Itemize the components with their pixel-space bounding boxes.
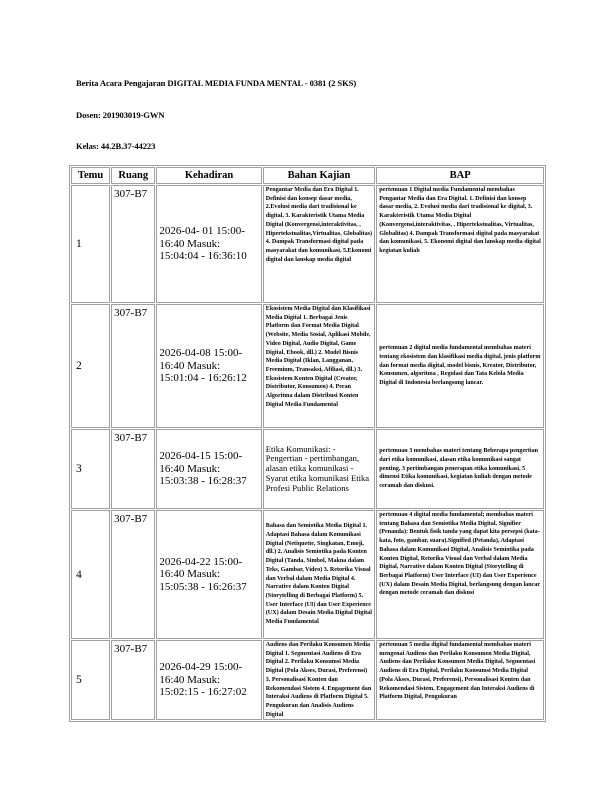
table-row xyxy=(71,304,544,428)
col-header-ruang: Ruang xyxy=(111,167,155,184)
table-row xyxy=(71,640,544,720)
cell-temu: 5 xyxy=(71,640,110,720)
cell-ruang: 307-B7 xyxy=(111,640,155,720)
teaching-report-table xyxy=(69,165,546,722)
cell-ruang: 307-B7 xyxy=(111,304,155,428)
cell-bahan-kajian: Bahasa dan Semiotika Media Digital 1. Adaptasi Bahasa dalam Komunikasi Digital (Netiquette, Singkatan, Emoji, dll.) 2. Analisis Semiotika pada Konten Digital (Tanda, Simbol, Makna dalam Teks, Gambar, Video) 3. Retorika Visual dan Verbal dalam Media Digital 4. Narrative dalam Konten Digital (Storytelling di Berbagai Platform) 5. User Interface (UI) dan User Experience (UX) dalam Desain Media Digital Digital Media Fundamental xyxy=(263,510,375,639)
table-row xyxy=(71,429,544,509)
cell-temu: 1 xyxy=(71,185,110,303)
cell-bahan-kajian xyxy=(263,640,375,720)
cell-temu: 2 xyxy=(71,304,110,428)
cell-bahan-kajian: Etika Komunikasi: - Pengertian - pertimbangan, alasan etika komunikasi - Syarat etika komunikasi Etika Profesi Public Relations xyxy=(263,429,375,509)
class-line: Kelas: 44.2B.37-44223 xyxy=(76,141,156,151)
cell-kehadiran: 2026-04- 01 15:00-16:40 Masuk: 15:04:04 - 16:36:10 xyxy=(156,185,261,303)
bahan-kajian-text: Audiens dan Perilaku Konsumen Media Digital 1. Segmentasi Audiens di Era Digital 2. Perilaku Konsumsi Media Digital (Pola Akses, Durasi, Preferensi) 3. Personalisasi Konten dan Rekomendasi Sistem 4. Engagement dan Interaksi Audiens di Platform Digital 5. Pengukuran dan Analisis Audiens Digital xyxy=(265,642,372,718)
cell-kehadiran: 2026-04-15 15:00-16:40 Masuk: 15:03:38 - 16:28:37 xyxy=(156,429,261,509)
cell-bap: pertemuan 1 Digital media Fundamental membahas Pengantar Media dan Era Digital. 1. Definisi dan konsep dasar media, 2. Evolusi media dari tradisional ke digital, 3. Karakteristik Utama Media Digital (Konvergensi,interaktivitas, , Hipertekstualitas, Virtualitas, Globalitas) 4. Dampak Transformasi digital pada masyarakat dan komunikasi, 5. Ekonomi digital dan lanskap media digital kegiatan kuliah xyxy=(376,185,544,303)
col-header-bap: BAP xyxy=(376,167,544,184)
cell-temu: 3 xyxy=(71,429,110,509)
cell-bahan-kajian: Pengantar Media dan Era Digital 1. Definisi dan konsep dasar media, 2.Evolusi media dari tradisional ke digital, 3. Karakteristik Utama Media Digital (Konvergensi,interaktivitas, , Hipertekstualitas,Virtualitas, Globalitas) 4. Dampak Transformasi digital pada masyarakat dan komunikasi, 5.Ekonomi digital dan lanskap media digital xyxy=(263,185,375,303)
cell-bap: pertemuan 4 digital media fundamental; membahas materi tentang Bahasa dan Semiotika Media Digital, Signifier (Penanda): Bentuk fisik tanda yang dapat kita persepsi (kata-kata, foto, gambar, suara).Signified (Petanda), Adaptasi Bahasa dalam Komunikasi Digital, Analisis Semiotika pada Konten Digital, Retorika Visual dan Verbal dalam Media Digital, Narrative dalam Konten Digital (Storytelling di Berbagai Platform) User Interface (UI) dan User Experience (UX) dalam Desain Media Digital, berlangsung dengan lancar dengan metode ceramah dan diskusi xyxy=(376,510,544,639)
cell-temu: 4 xyxy=(71,510,110,639)
cell-ruang: 307-B7 xyxy=(111,185,155,303)
cell-kehadiran: 2026-04-08 15:00-16:40 Masuk: 15:01:04 - 16:26:12 xyxy=(156,304,261,428)
lecturer-line: Dosen: 201903019-GWN xyxy=(76,110,165,120)
col-header-temu: Temu xyxy=(71,167,110,184)
col-header-bahan-kajian: Bahan Kajian xyxy=(263,167,375,184)
table-row xyxy=(71,510,544,639)
table-row xyxy=(71,185,544,303)
cell-bahan-kajian: Ekosistem Media Digital dan Klasifikasi Media Digital 1. Berbagai Jenis Platform dan Format Media Digital (Website, Media Sosial, Aplikasi Mobile, Video Digital, Audio Digital, Game Digital, Ebook, dll.) 2. Model Bisnis Media Digital (Iklan, Langganan, Freemium, Transaksi, Afiliasi, dll.) 3. Ekosistem Konten Digital (Creator, Distributor, Konsumen) 4. Peran Algoritma dalam Distribusi Konten Digital Media Fundamental xyxy=(263,304,375,428)
cell-bap: pertemuan 2 digital media fundamental membahas materi tentang ekosistem dan klasifikasi media digital, jenis platform dan format media digital, model bisnis, Kreator, Distributor, Konsumen, algoritma , Regulasi dan Tata Kelola Media Digital di Indonesia berlangsung lancar. xyxy=(376,304,544,428)
col-header-kehadiran: Kehadiran xyxy=(156,167,261,184)
cell-bap xyxy=(376,640,544,720)
cell-ruang: 307-B7 xyxy=(111,510,155,639)
bap-text: pertemuan 5 media digital fundamental membahas materi mengenai Audiens dan Perilaku Konsumen Media Digital, Audiens dan Perilaku Konsumen Media Digital, Segmentasi Audiens di Era Digital, Perilaku Konsumsi Media Digital (Pola Akses, Durasi, Preferensi), Personalisasi Konten dan Rekomendasi Sistem, Engagement dan Interaksi Audiens di Platform Digital, Pengukuran xyxy=(379,642,536,701)
table-header-row xyxy=(71,167,544,184)
cell-kehadiran: 2026-04-22 15:00-16:40 Masuk: 15:05:38 - 16:26:37 xyxy=(156,510,261,639)
document-title: Berita Acara Pengajaran DIGITAL MEDIA FUNDA MENTAL - 0381 (2 SKS) xyxy=(76,78,357,88)
cell-ruang: 307-B7 xyxy=(111,429,155,509)
cell-bap: pertemuan 3 membahas materi tentang Beberapa pengertian dari etika komunikasi, alasan etika komunikasi sangat penting, 3 pertimbangan penerapan etika komunikasi, 5 dimensi Etika komunikasi, kegiatan kuliah dengan metode ceramah dan diskusi. xyxy=(376,429,544,509)
cell-kehadiran: 2026-04-29 15:00-16:40 Masuk: 15:02:15 - 16:27:02 xyxy=(156,640,261,720)
